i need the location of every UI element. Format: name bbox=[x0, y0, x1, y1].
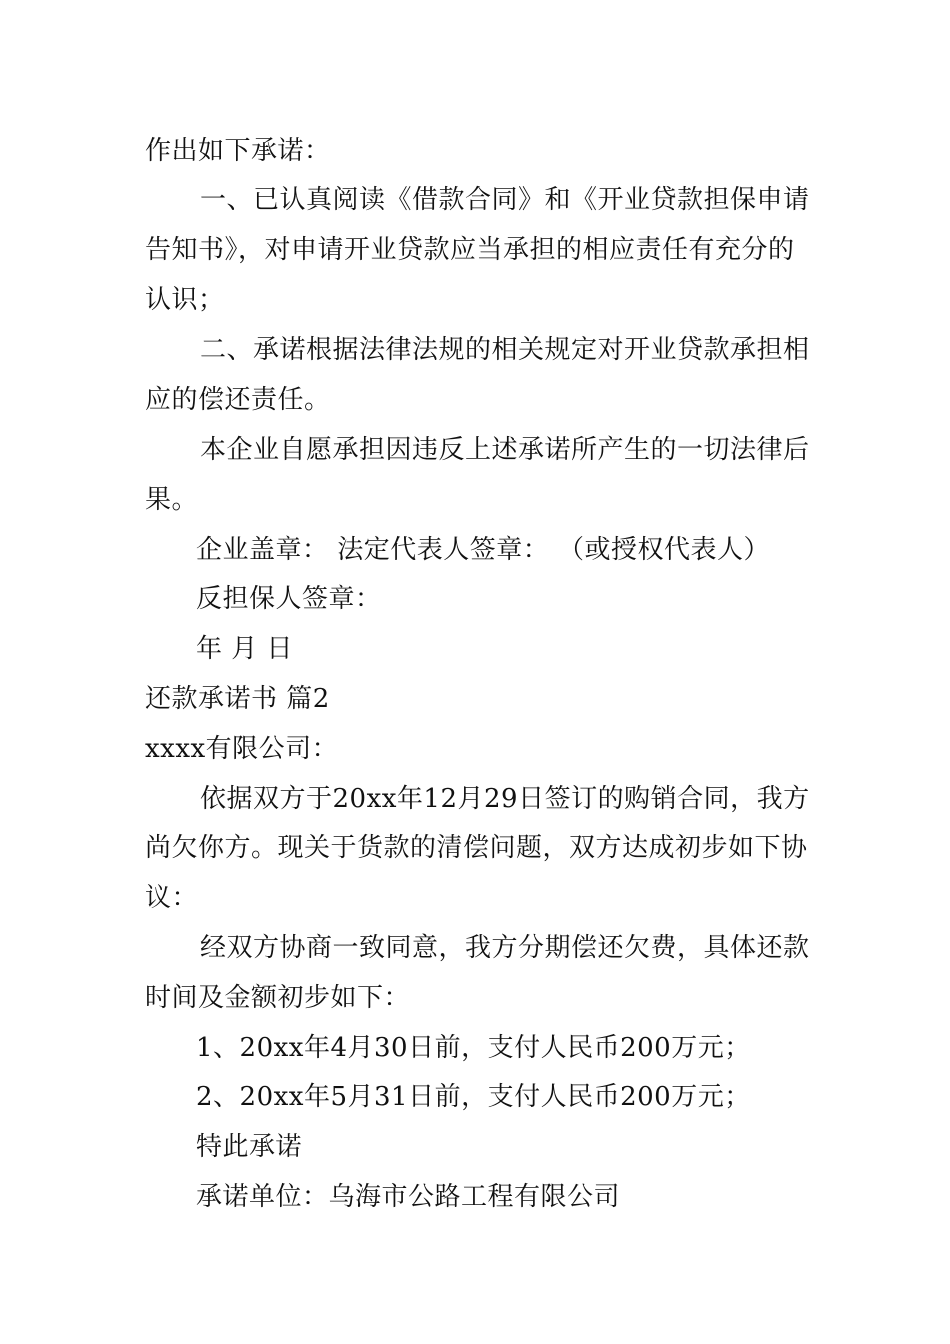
signature-line: 企业盖章： 法定代表人签章： （或授权代表人） bbox=[196, 535, 771, 565]
date-line: 年 月 日 bbox=[196, 634, 294, 664]
text-line-5: 二、承诺根据法律法规的相关规定对开业贷款承担相 bbox=[200, 335, 810, 365]
text-line-4: 认识； bbox=[145, 285, 225, 315]
closing-text: 特此承诺 bbox=[196, 1132, 303, 1162]
committing-unit: 承诺单位：乌海市公路工程有限公司 bbox=[196, 1182, 621, 1212]
text-line-1: 作出如下承诺： bbox=[145, 136, 331, 166]
text-line-17: 经双方协商一致同意，我方分期偿还欠费，具体还款 bbox=[200, 933, 810, 963]
section-heading: 还款承诺书 篇2 bbox=[145, 684, 330, 714]
payment-item-2: 2、20xx年5月31日前，支付人民币200万元； bbox=[196, 1082, 751, 1112]
payment-item-1: 1、20xx年4月30日前，支付人民币200万元； bbox=[196, 1033, 751, 1063]
text-line-7: 本企业自愿承担因违反上述承诺所产生的一切法律后 bbox=[200, 435, 810, 465]
text-line-15: 尚欠你方。现关于货款的清偿问题，双方达成初步如下协 bbox=[145, 833, 808, 863]
text-line-8: 果。 bbox=[145, 485, 199, 515]
addressee: xxxx有限公司： bbox=[145, 734, 339, 764]
text-line-6: 应的偿还责任。 bbox=[145, 385, 331, 415]
text-line-14: 依据双方于20xx年12月29日签订的购销合同，我方 bbox=[200, 784, 810, 814]
text-line-16: 议： bbox=[145, 883, 199, 913]
text-line-18: 时间及金额初步如下： bbox=[145, 983, 411, 1013]
text-line-3: 告知书》，对申请开业贷款应当承担的相应责任有充分的 bbox=[145, 235, 795, 265]
guarantor-signature-line: 反担保人签章： bbox=[196, 584, 382, 614]
text-line-2: 一、已认真阅读《借款合同》和《开业贷款担保申请 bbox=[200, 185, 810, 215]
